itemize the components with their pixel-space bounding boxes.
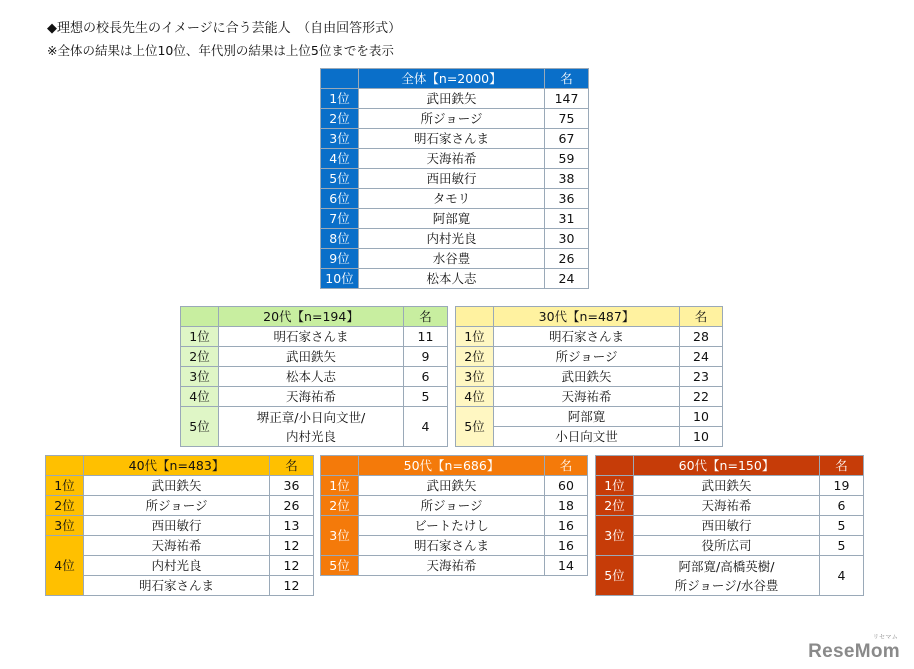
count-cell: 38 <box>545 169 589 189</box>
name-cell: 松本人志 <box>359 269 545 289</box>
rank-cell: 9位 <box>321 249 359 269</box>
page-note: ※全体の結果は上位10位、年代別の結果は上位5位までを表示 <box>47 43 394 58</box>
count-cell: 13 <box>270 516 314 536</box>
table-row <box>321 89 589 109</box>
table-row <box>321 249 589 269</box>
table-row <box>321 269 589 289</box>
name-cell: 天海祐希 <box>84 536 270 556</box>
name-cell: 明石家さんま <box>359 536 545 556</box>
name-cell: 西田敏行 <box>84 516 270 536</box>
age60-header: 60代【n=150】 <box>634 456 820 476</box>
name-cell: 内村光良 <box>359 229 545 249</box>
count-cell: 6 <box>820 496 864 516</box>
count-cell: 59 <box>545 149 589 169</box>
name-cell <box>634 556 820 596</box>
count-cell: 30 <box>545 229 589 249</box>
name-cell: 西田敏行 <box>359 169 545 189</box>
count-cell: 18 <box>545 496 588 516</box>
name-cell: 阿部寛 <box>494 407 680 427</box>
table-row <box>596 516 864 536</box>
name-cell: 明石家さんま <box>219 327 404 347</box>
count-cell: 16 <box>545 516 588 536</box>
age20-ranking-table <box>180 306 448 447</box>
count-cell: 147 <box>545 89 589 109</box>
count-cell: 36 <box>270 476 314 496</box>
name-cell: 天海祐希 <box>219 387 404 407</box>
rank-cell: 2位 <box>321 109 359 129</box>
rank-cell: 10位 <box>321 269 359 289</box>
name-cell: 所ジョージ <box>84 496 270 516</box>
name-cell: 天海祐希 <box>494 387 680 407</box>
count-cell: 24 <box>680 347 723 367</box>
table-row <box>596 476 864 496</box>
rank-cell: 4位 <box>321 149 359 169</box>
table-row <box>181 347 448 367</box>
count-cell: 19 <box>820 476 864 496</box>
unit-header: 名 <box>545 69 589 89</box>
rank-cell: 3位 <box>181 367 219 387</box>
table-row <box>321 149 589 169</box>
table-row <box>46 536 314 556</box>
table-row <box>456 347 723 367</box>
count-cell: 23 <box>680 367 723 387</box>
rank-cell: 3位 <box>321 129 359 149</box>
rank-cell: 7位 <box>321 209 359 229</box>
count-cell: 31 <box>545 209 589 229</box>
table-row <box>321 536 588 556</box>
table-row <box>181 367 448 387</box>
logo-subtext: リセマム <box>872 635 898 641</box>
count-cell: 12 <box>270 576 314 596</box>
rank-cell: 3位 <box>596 516 634 556</box>
name-cell: 明石家さんま <box>359 129 545 149</box>
age30-header: 30代【n=487】 <box>494 307 680 327</box>
count-cell: 24 <box>545 269 589 289</box>
count-cell: 28 <box>680 327 723 347</box>
count-cell: 10 <box>680 407 723 427</box>
unit-header: 名 <box>404 307 448 327</box>
name-cell: 武田鉄矢 <box>359 476 545 496</box>
table-row <box>46 476 314 496</box>
unit-header: 名 <box>680 307 723 327</box>
count-cell: 10 <box>680 427 723 447</box>
rank-cell: 1位 <box>181 327 219 347</box>
table-row <box>321 476 588 496</box>
rank-cell: 1位 <box>321 89 359 109</box>
table-row <box>596 556 864 596</box>
name-cell: ビートたけし <box>359 516 545 536</box>
name-cell: 天海祐希 <box>634 496 820 516</box>
count-cell: 26 <box>545 249 589 269</box>
rank-cell: 5位 <box>181 407 219 447</box>
rank-cell: 3位 <box>46 516 84 536</box>
table-row <box>321 129 589 149</box>
table-row <box>46 496 314 516</box>
count-cell: 4 <box>820 556 864 596</box>
table-row <box>321 109 589 129</box>
age50-header: 50代【n=686】 <box>359 456 545 476</box>
table-row <box>181 327 448 347</box>
name-cell: 小日向文世 <box>494 427 680 447</box>
count-cell: 60 <box>545 476 588 496</box>
rank-cell: 3位 <box>456 367 494 387</box>
rank-cell: 5位 <box>456 407 494 447</box>
name-cell: 役所広司 <box>634 536 820 556</box>
table-row <box>456 407 723 427</box>
rank-cell: 1位 <box>596 476 634 496</box>
name-cell: 明石家さんま <box>494 327 680 347</box>
table-row <box>321 189 589 209</box>
table-row <box>596 536 864 556</box>
unit-header: 名 <box>270 456 314 476</box>
count-cell: 9 <box>404 347 448 367</box>
overall-header: 全体【n=2000】 <box>359 69 545 89</box>
name-cell: 天海祐希 <box>359 149 545 169</box>
unit-header: 名 <box>820 456 864 476</box>
table-row <box>321 496 588 516</box>
table-row <box>321 209 589 229</box>
age50-ranking-table <box>320 455 588 576</box>
table-row <box>321 516 588 536</box>
rank-cell: 2位 <box>321 496 359 516</box>
name-cell: 所ジョージ <box>494 347 680 367</box>
name-cell: 水谷豊 <box>359 249 545 269</box>
table-row <box>181 387 448 407</box>
table-row <box>456 327 723 347</box>
count-cell: 16 <box>545 536 588 556</box>
name-cell: 所ジョージ <box>359 496 545 516</box>
name-line: 所ジョージ/水谷豊 <box>674 577 779 593</box>
count-cell: 12 <box>270 536 314 556</box>
name-cell: 武田鉄矢 <box>359 89 545 109</box>
table-row <box>456 367 723 387</box>
table-row <box>456 427 723 447</box>
name-cell: 武田鉄矢 <box>219 347 404 367</box>
table-row <box>46 556 314 576</box>
name-line: 阿部寛/高橋英樹/ <box>678 558 775 574</box>
count-cell: 75 <box>545 109 589 129</box>
rank-cell: 5位 <box>596 556 634 596</box>
count-cell: 5 <box>404 387 448 407</box>
table-row <box>596 496 864 516</box>
name-line: 内村光良 <box>285 428 336 444</box>
table-row <box>321 229 589 249</box>
count-cell: 36 <box>545 189 589 209</box>
rank-cell: 4位 <box>456 387 494 407</box>
rank-cell: 1位 <box>46 476 84 496</box>
page-title: ◆理想の校長先生のイメージに合う芸能人 （自由回答形式） <box>47 21 402 36</box>
count-cell: 6 <box>404 367 448 387</box>
rank-cell: 2位 <box>46 496 84 516</box>
age20-header: 20代【n=194】 <box>219 307 404 327</box>
name-cell: 武田鉄矢 <box>494 367 680 387</box>
age60-ranking-table <box>595 455 864 596</box>
name-cell: 明石家さんま <box>84 576 270 596</box>
table-row <box>456 387 723 407</box>
rank-cell: 6位 <box>321 189 359 209</box>
count-cell: 5 <box>820 536 864 556</box>
count-cell: 14 <box>545 556 588 576</box>
name-cell <box>219 407 404 447</box>
rank-cell: 2位 <box>456 347 494 367</box>
name-cell: 所ジョージ <box>359 109 545 129</box>
name-cell: 西田敏行 <box>634 516 820 536</box>
count-cell: 26 <box>270 496 314 516</box>
age40-ranking-table <box>45 455 314 596</box>
count-cell: 12 <box>270 556 314 576</box>
count-cell: 22 <box>680 387 723 407</box>
table-row <box>181 407 448 447</box>
name-cell: 武田鉄矢 <box>634 476 820 496</box>
count-cell: 4 <box>404 407 448 447</box>
name-cell: 天海祐希 <box>359 556 545 576</box>
rank-cell: 4位 <box>181 387 219 407</box>
overall-ranking-table <box>320 68 589 289</box>
rank-cell: 2位 <box>596 496 634 516</box>
unit-header: 名 <box>545 456 588 476</box>
rank-cell: 1位 <box>456 327 494 347</box>
rank-cell: 2位 <box>181 347 219 367</box>
table-row <box>321 556 588 576</box>
count-cell: 67 <box>545 129 589 149</box>
count-cell: 5 <box>820 516 864 536</box>
name-cell: 阿部寛 <box>359 209 545 229</box>
table-row <box>46 576 314 596</box>
name-line: 堺正章/小日向文世/ <box>256 409 366 425</box>
rank-cell: 4位 <box>46 536 84 596</box>
rank-cell: 5位 <box>321 169 359 189</box>
age30-ranking-table <box>455 306 723 447</box>
name-cell: 松本人志 <box>219 367 404 387</box>
logo-text: ReseMom <box>808 641 900 662</box>
table-row <box>46 516 314 536</box>
name-cell: 内村光良 <box>84 556 270 576</box>
name-cell: 武田鉄矢 <box>84 476 270 496</box>
rank-cell: 3位 <box>321 516 359 556</box>
resemom-logo <box>808 635 900 663</box>
table-row <box>321 169 589 189</box>
rank-cell: 1位 <box>321 476 359 496</box>
name-cell: タモリ <box>359 189 545 209</box>
count-cell: 11 <box>404 327 448 347</box>
rank-cell: 5位 <box>321 556 359 576</box>
rank-cell: 8位 <box>321 229 359 249</box>
age40-header: 40代【n=483】 <box>84 456 270 476</box>
